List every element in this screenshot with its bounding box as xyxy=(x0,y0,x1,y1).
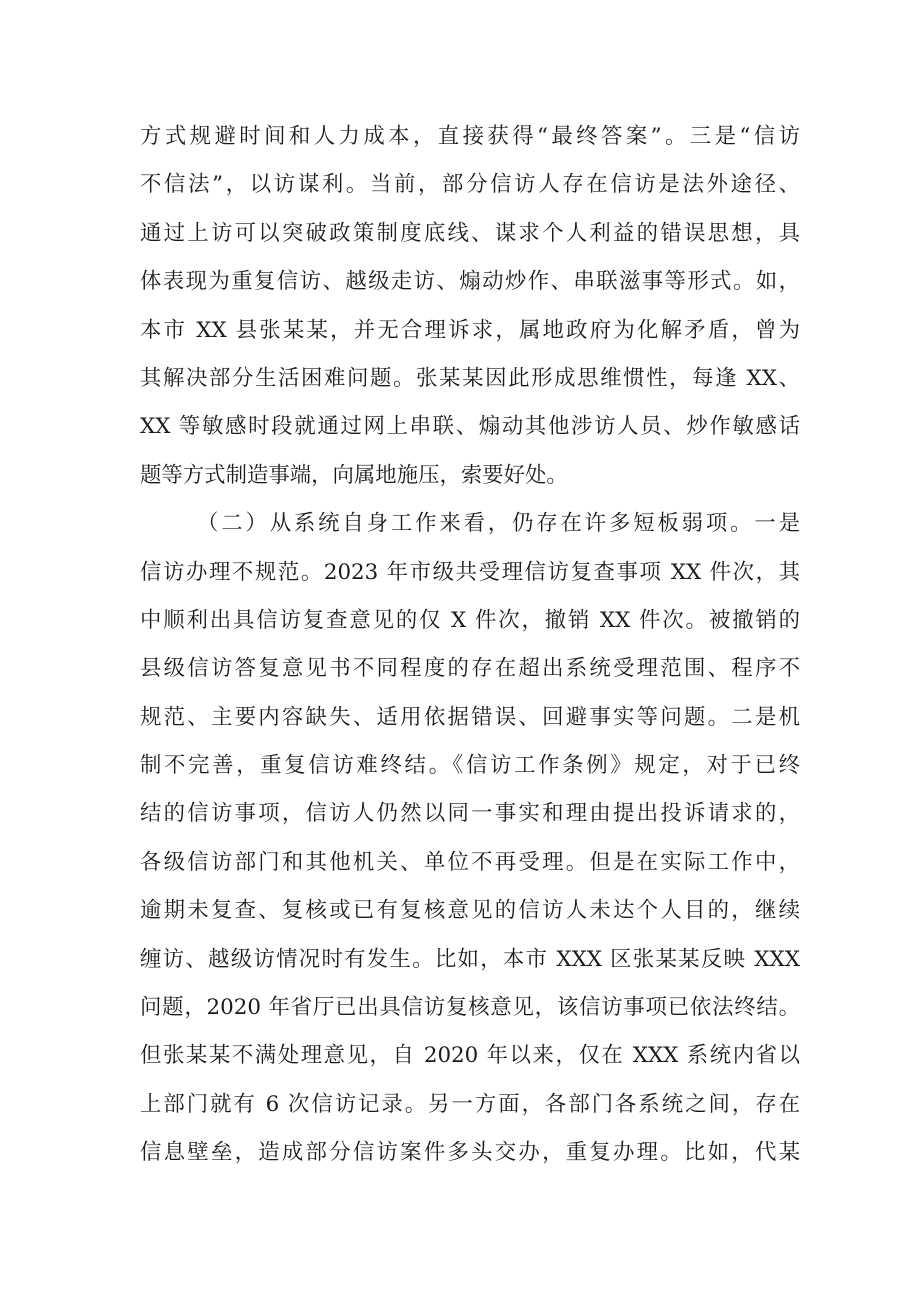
text-line: 规范、主要内容缺失、适用依据错误、回避事实等问题。二是机 xyxy=(140,704,800,730)
body-text xyxy=(140,113,800,1178)
text-line: 但张某某不满处理意见，自 2020 年以来，仅在 XXX 系统内省以 xyxy=(140,1043,800,1069)
text-line: 本市 XX 县张某某，并无合理诉求，属地政府为化解矛盾，曾为 xyxy=(140,317,800,343)
text-line: 县级信访答复意见书不同程度的存在超出系统受理范围、程序不 xyxy=(140,656,800,682)
text-line: 上部门就有 6 次信访记录。另一方面，各部门各系统之间，存在 xyxy=(140,1091,800,1117)
text-line: 信访办理不规范。2023 年市级共受理信访复查事项 XX 件次，其 xyxy=(140,559,800,585)
text-line: 通过上访可以突破政策制度底线、谋求个人利益的错误思想，具 xyxy=(140,220,800,246)
text-line: 结的信访事项，信访人仍然以同一事实和理由提出投诉请求的， xyxy=(140,801,800,827)
text-line: 信息壁垒，造成部分信访案件多头交办，重复办理。比如，代某 xyxy=(140,1140,800,1166)
text-line: XX 等敏感时段就通过网上串联、煽动其他涉访人员、炒作敏感话 xyxy=(140,414,800,440)
text-line: 题等方式制造事端，向属地施压，索要好处。 xyxy=(140,462,568,488)
text-line: 中顺利出具信访复查意见的仅 X 件次，撤销 XX 件次。被撤销的 xyxy=(140,607,800,633)
paragraph-first-line: （二）从系统自身工作来看，仍存在许多短板弱项。一是 xyxy=(197,511,800,537)
text-line: 不信法”，以访谋利。当前，部分信访人存在信访是法外途径、 xyxy=(140,172,800,198)
text-line: 体表现为重复信访、越级走访、煽动炒作、串联滋事等形式。如， xyxy=(140,269,800,295)
text-line: 其解决部分生活困难问题。张某某因此形成思维惯性，每逢 XX、 xyxy=(140,365,800,391)
text-line: 方式规避时间和人力成本，直接获得“最终答案”。三是“信访 xyxy=(140,124,800,149)
text-line: 问题，2020 年省厅已出具信访复核意见，该信访事项已依法终结。 xyxy=(140,995,800,1021)
text-line: 逾期未复查、复核或已有复核意见的信访人未达个人目的，继续 xyxy=(140,898,800,924)
text-line: 制不完善，重复信访难终结。《信访工作条例》规定，对于已终 xyxy=(140,753,800,779)
text-line: 各级信访部门和其他机关、单位不再受理。但是在实际工作中， xyxy=(140,849,800,875)
text-line: 缠访、越级访情况时有发生。比如，本市 XXX 区张某某反映 XXX xyxy=(140,946,800,972)
